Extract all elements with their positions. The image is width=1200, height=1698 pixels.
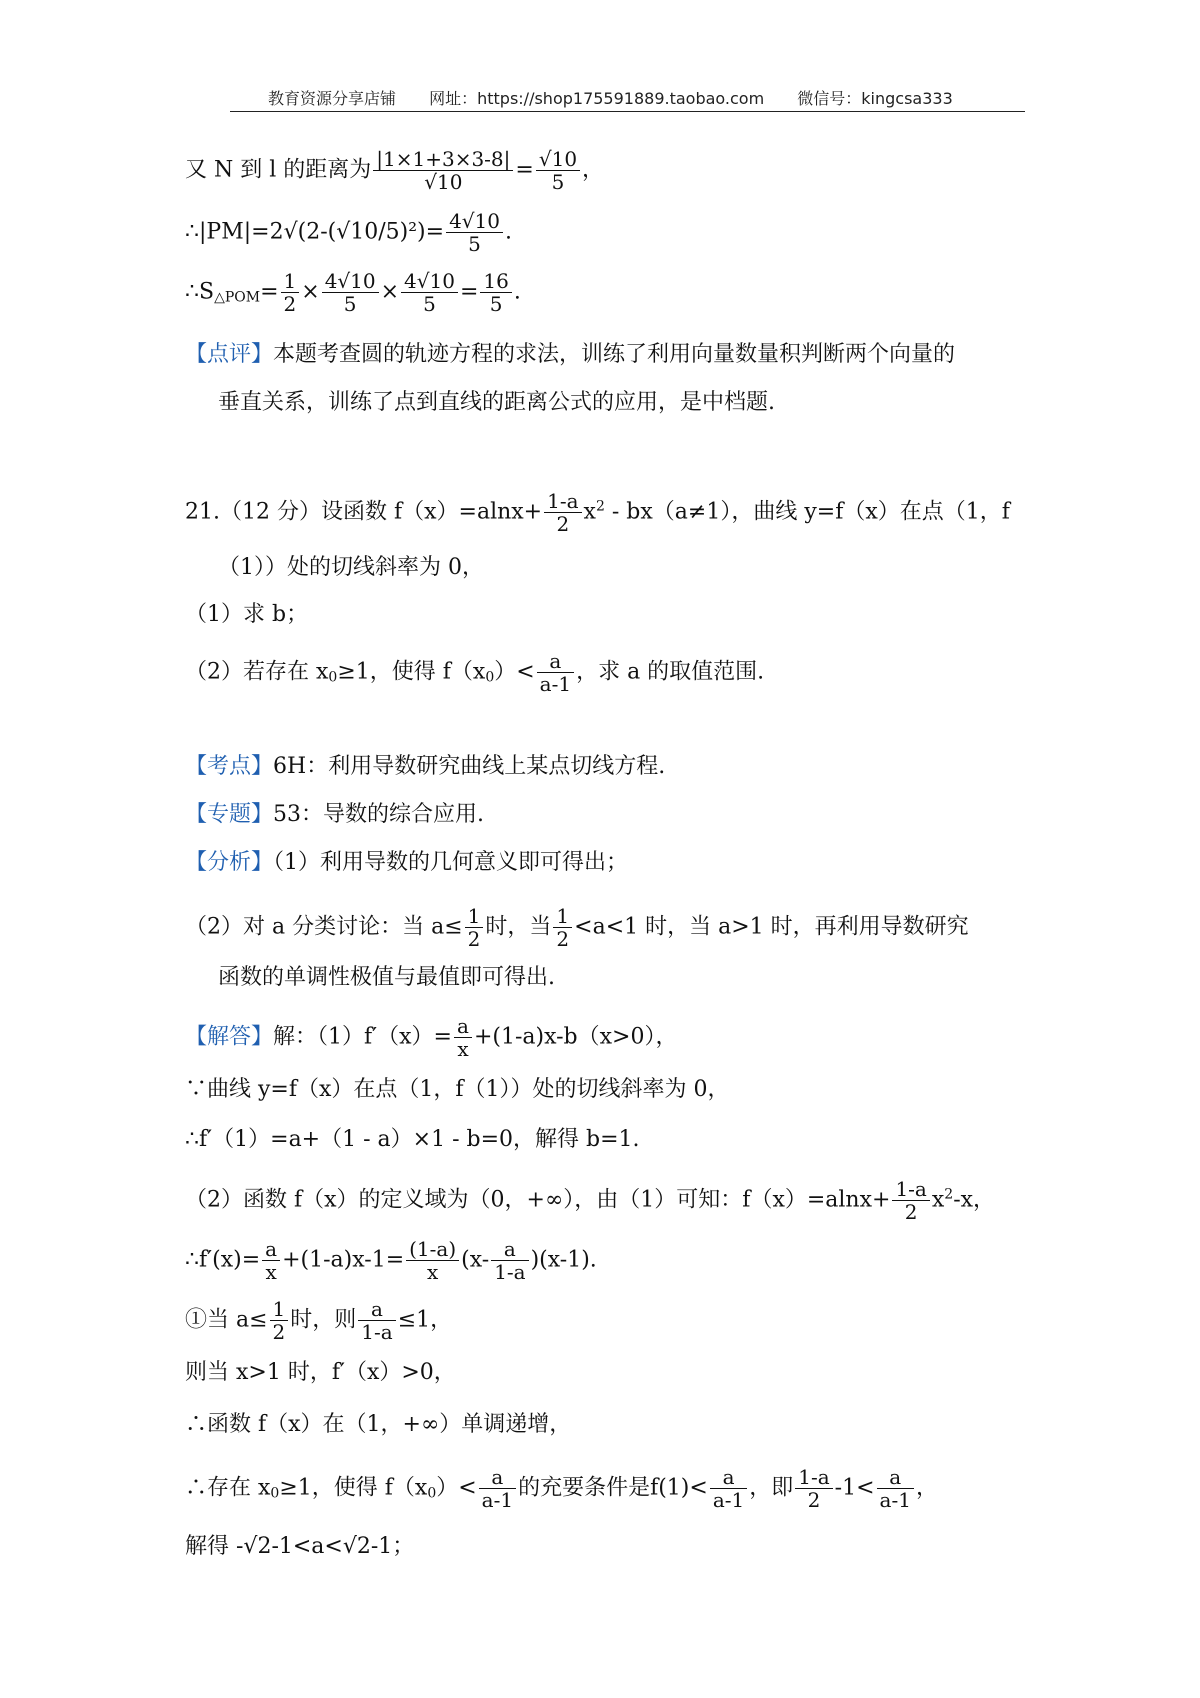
jieda-line-2 — [185, 1075, 730, 1105]
zhuanti-text: 53：导数的综合应用. — [273, 802, 485, 827]
header-wechat: 微信号：kingcsa333 — [797, 89, 953, 108]
jieda-text: 解得 -√2-1<a<√2-1； — [185, 1534, 415, 1559]
fraction-numerator: a — [454, 1015, 472, 1038]
half-fraction — [553, 905, 572, 950]
fraction-denominator: x — [426, 1260, 439, 1284]
question-part-fraction — [537, 650, 574, 695]
fraction-denominator: 2 — [556, 512, 570, 536]
pm-line — [185, 210, 512, 255]
equals-sign: = — [260, 279, 279, 305]
fraction-numerator: a — [710, 1466, 747, 1489]
pm-expression: 2√(2-(√10/5)²) — [269, 219, 426, 245]
jieda-text: ≥1，使得 f（x — [279, 1475, 428, 1501]
punctuation: . — [513, 279, 521, 305]
jieda-line-7 — [185, 1358, 456, 1388]
question-21-part-1 — [185, 600, 308, 630]
jieda-text: 则当 x>1 时，f′（x）>0， — [185, 1360, 456, 1385]
zhuanti-line — [185, 800, 484, 830]
question-21-line-2 — [218, 553, 484, 583]
fraction-denominator: 1-a — [494, 1260, 526, 1284]
header-shop: 教育资源分享店铺 — [268, 89, 397, 108]
fraction-pm — [322, 270, 379, 315]
jieda-line-6 — [185, 1298, 452, 1343]
fraction-numerator: 1-a — [544, 490, 581, 513]
fraction-numerator: 4√10 — [322, 270, 379, 293]
fraction-denominator: a-1 — [879, 1488, 911, 1512]
jieda-text: )(x-1). — [530, 1247, 597, 1273]
jieda-text: -x， — [953, 1187, 996, 1213]
punctuation: ， — [582, 157, 605, 183]
fraction-denominator: √10 — [424, 170, 463, 194]
question-text: （1））处的切线斜率为 0， — [218, 555, 484, 580]
jieda-fraction — [710, 1466, 747, 1511]
header-divider — [230, 111, 1025, 112]
fenxi-tag: 【分析】 — [185, 850, 274, 875]
jieda-fraction — [406, 1238, 459, 1283]
question-text: - bx（a≠1），曲线 y=f（x）在点（1，f — [604, 499, 1010, 525]
equals-sign: = — [515, 157, 534, 183]
zhuanti-tag: 【专题】 — [185, 802, 274, 827]
fraction-denominator: 2 — [272, 1320, 286, 1344]
punctuation: . — [504, 219, 512, 245]
pm-label: ∴|PM|= — [185, 219, 270, 245]
jieda-text: （2）函数 f（x）的定义域为（0，+∞），由（1）可知：f（x）=alnx+ — [185, 1187, 891, 1213]
jieda-line-1 — [185, 1015, 677, 1060]
jieda-text: 时，则 — [290, 1307, 357, 1333]
question-part-text: ）< — [494, 659, 535, 685]
area-subscript: △POM — [214, 289, 261, 306]
area-line — [185, 270, 521, 315]
equals-sign: = — [425, 219, 445, 245]
fenxi-text: （2）对 a 分类讨论：当 a≤ — [185, 914, 463, 940]
fraction-numerator: 4√10 — [446, 210, 503, 233]
fraction-numerator: (1-a) — [406, 1238, 459, 1261]
fraction-denominator: 5 — [551, 170, 565, 194]
jieda-text: (x- — [461, 1247, 490, 1273]
fraction-numerator: √10 — [536, 148, 580, 171]
jieda-fraction — [454, 1015, 472, 1060]
question-part-text: ，求 a 的取值范围. — [576, 659, 765, 685]
question-variable: x — [583, 499, 596, 525]
fraction-numerator: 1 — [553, 905, 572, 928]
jieda-line-5 — [185, 1238, 597, 1283]
fraction-area-result — [480, 270, 511, 315]
fenxi-text: （1）利用导数的几何意义即可得出； — [273, 850, 629, 875]
fraction-denominator: x — [457, 1037, 469, 1061]
comment-text: 垂直关系，训练了点到直线的距离公式的应用，是中档题. — [218, 390, 775, 415]
kaodian-tag: 【考点】 — [185, 754, 274, 779]
fraction-numerator: 1-a — [795, 1466, 832, 1489]
fraction-numerator: a — [537, 650, 574, 673]
question-part-text: ≥1，使得 f（x — [337, 659, 486, 685]
exponent: 2 — [595, 498, 605, 515]
fraction-denominator: a-1 — [539, 672, 572, 696]
distance-fraction — [373, 148, 513, 193]
fraction-denominator: 5 — [489, 292, 503, 316]
fraction-numerator: 4√10 — [401, 270, 458, 293]
fraction-denominator: 5 — [423, 292, 436, 316]
fraction-numerator: 16 — [480, 270, 511, 293]
jieda-text: ∵曲线 y=f（x）在点（1，f（1））处的切线斜率为 0， — [185, 1077, 730, 1102]
fenxi-line-3 — [218, 963, 555, 993]
fraction-denominator: 2 — [467, 927, 481, 951]
fraction-pm-2 — [401, 270, 458, 315]
jieda-fraction — [358, 1298, 395, 1343]
jieda-text: ， — [915, 1475, 938, 1501]
jieda-text: ，即 — [749, 1475, 794, 1501]
fraction-numerator: a — [262, 1238, 280, 1261]
jieda-text: 的充要条件是f(1)< — [518, 1475, 708, 1501]
half-fraction — [465, 905, 484, 950]
fraction-numerator: a — [877, 1466, 914, 1489]
fraction-denominator: a-1 — [712, 1488, 745, 1512]
kaodian-text: 6H：利用导数研究曲线上某点切线方程. — [273, 754, 666, 779]
fraction-denominator: 5 — [468, 232, 481, 256]
subscript: 0 — [485, 669, 495, 686]
pm-result-fraction — [446, 210, 503, 255]
fraction-denominator: 2 — [283, 292, 297, 316]
jieda-text: ①当 a≤ — [185, 1307, 268, 1333]
distance-line — [185, 148, 604, 193]
header-url[interactable]: 网址：https://shop175591889.taobao.com — [429, 89, 765, 108]
comment-tag: 【点评】 — [185, 342, 274, 367]
fenxi-text: 时，当 — [485, 914, 552, 940]
fraction-numerator: |1×1+3×3-8| — [373, 148, 513, 171]
jieda-text: ）< — [436, 1475, 477, 1501]
jieda-text: 解：（1）f′（x）= — [273, 1024, 452, 1050]
jieda-text: ∴f′（1）=a+（1 - a）×1 - b=0，解得 b=1. — [185, 1127, 640, 1152]
area-label: ∴S — [185, 279, 215, 305]
question-text: 21.（12 分）设函数 f（x）=alnx+ — [185, 499, 543, 525]
fraction-denominator: x — [265, 1260, 277, 1284]
jieda-variable: x — [931, 1187, 945, 1213]
fraction-numerator: 1-a — [892, 1178, 929, 1201]
comment-text: 本题考查圆的轨迹方程的求法，训练了利用向量数量积判断两个向量的 — [273, 342, 956, 367]
subscript: 0 — [427, 1485, 437, 1502]
question-21-part-2 — [185, 650, 764, 695]
fraction-numerator: 1 — [281, 270, 300, 293]
jieda-text: ∴存在 x — [185, 1475, 271, 1501]
jieda-fraction — [491, 1238, 528, 1283]
fraction-denominator: a-1 — [481, 1488, 514, 1512]
fenxi-text: 函数的单调性极值与最值即可得出. — [218, 965, 555, 990]
comment-line-1 — [185, 340, 955, 370]
distance-text: 又 N 到 l 的距离为 — [185, 157, 372, 183]
times-sign: × — [301, 279, 320, 305]
jieda-fraction — [262, 1238, 280, 1283]
fraction-numerator: a — [358, 1298, 395, 1321]
jieda-line-4 — [185, 1178, 995, 1223]
fraction-numerator: a — [479, 1466, 516, 1489]
fraction-numerator: 1 — [465, 905, 484, 928]
comment-line-2 — [218, 388, 775, 418]
question-21-line-1 — [185, 490, 1010, 535]
fraction-numerator: a — [491, 1238, 528, 1261]
question-fraction — [544, 490, 581, 535]
kaodian-line — [185, 752, 665, 782]
question-part-text: （2）若存在 x — [185, 659, 329, 685]
equals-sign: = — [459, 279, 479, 305]
fraction-denominator: 2 — [556, 927, 570, 951]
jieda-line-3 — [185, 1125, 640, 1155]
fraction-denominator: 5 — [343, 292, 357, 316]
fraction-denominator: 2 — [807, 1488, 821, 1512]
fraction-numerator: 1 — [270, 1298, 289, 1321]
jieda-fraction — [892, 1178, 929, 1223]
fraction-denominator: 1-a — [361, 1320, 393, 1344]
fenxi-text: <a<1 时，当 a>1 时，再利用导数研究 — [574, 914, 969, 940]
subscript: 0 — [328, 669, 338, 686]
jieda-fraction — [795, 1466, 832, 1511]
times-sign: × — [380, 279, 400, 305]
jieda-text: ∴f′(x)= — [185, 1247, 261, 1273]
question-part-text: （1）求 b； — [185, 602, 309, 627]
jieda-text: +(1-a)x-b（x>0）， — [473, 1024, 678, 1050]
jieda-line-10 — [185, 1532, 414, 1562]
fraction-half — [281, 270, 300, 315]
jieda-text: +(1-a)x-1= — [282, 1247, 405, 1273]
page-header — [268, 86, 1020, 109]
fraction-denominator: 2 — [904, 1200, 918, 1224]
jieda-line-8 — [185, 1410, 571, 1440]
jieda-text: -1< — [834, 1475, 875, 1501]
jieda-fraction — [270, 1298, 289, 1343]
jieda-fraction — [479, 1466, 516, 1511]
jieda-text: ∴函数 f（x）在（1，+∞）单调递增， — [185, 1412, 572, 1437]
jieda-text: ≤1， — [397, 1307, 453, 1333]
jieda-tag: 【解答】 — [185, 1024, 274, 1050]
subscript: 0 — [270, 1485, 280, 1502]
jieda-fraction — [877, 1466, 914, 1511]
jieda-line-9 — [185, 1466, 938, 1511]
fenxi-line-1 — [185, 848, 628, 878]
fenxi-line-2 — [185, 905, 969, 950]
exponent: 2 — [944, 1186, 954, 1203]
distance-result-fraction — [536, 148, 580, 193]
